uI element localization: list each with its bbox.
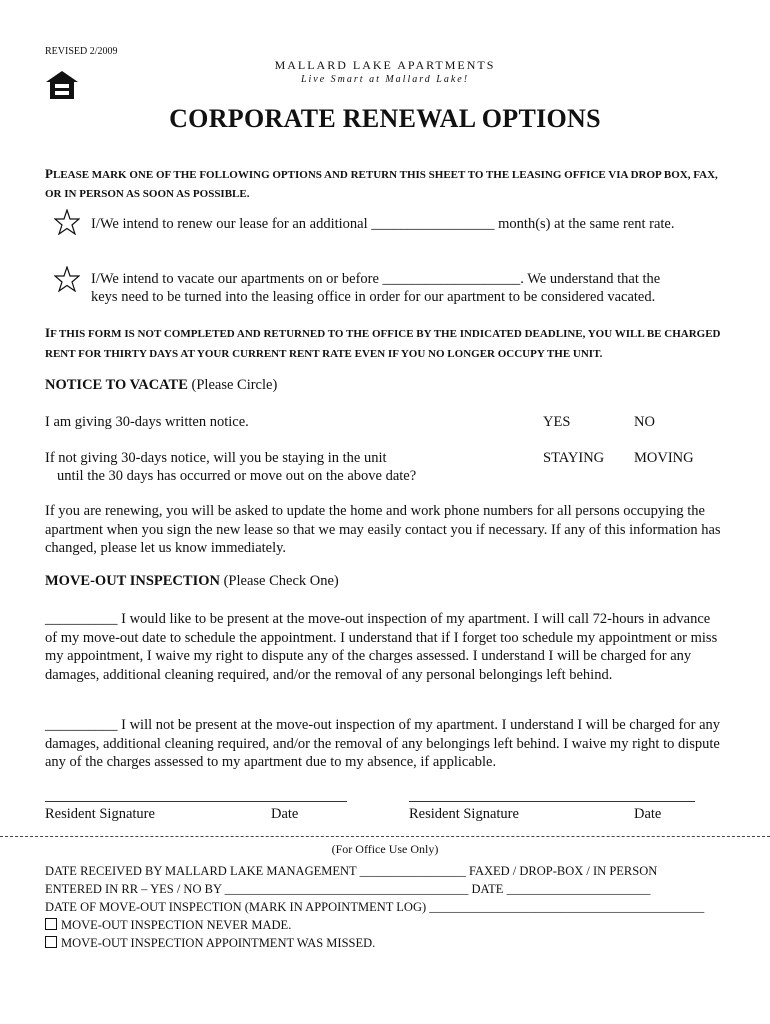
notice-yes-option[interactable]: YES [543,414,571,430]
star-icon[interactable] [54,209,80,235]
instructions-text: LEASE MARK ONE OF THE FOLLOWING OPTIONS AND RETURN THIS SHEET TO THE LEASING OFFICE VIA DROP BOX, FAX, OR IN PERSON AS SOON AS POSSIBLE. [45,169,718,200]
office-date-received: DATE RECEIVED BY MALLARD LAKE MANAGEMENT _________________ FAXED / DROP-BOX / IN PERSON [45,864,658,878]
vacate-option-line1[interactable]: I/We intend to vacate our apartments on or before ___________________. We understand that the [91,271,661,287]
notice-question-2-line2: until the 30 days has occurred or move out on the above date? [57,468,417,484]
date-label-1: Date [271,806,299,822]
warning-body: F THIS FORM IS NOT COMPLETED AND RETURNED TO THE OFFICE BY THE INDICATED DEADLINE, YOU WILL BE CHARGED RENT FOR THIRTY DAYS AT YOUR CURRENT RENT RATE EVEN IF YOU NO LONGER OCCUPY THE UNIT. [45,328,721,360]
moveout-option-present[interactable]: __________ I would like to be present at the move-out inspection of my apartment. I will call 72-hours in advance of my move-out date to schedule the appointment. I understand that if I forget too schedule my appointment or miss my appointment, I waive my right to dispute any of the charges assessed. I understand I will be charged for any damages, additional cleaning required, and/or the removal of any personal belongings left behind. [45,611,718,683]
notice-question-2-line1: If not giving 30-days notice, will you be staying in the unit [45,450,387,466]
checkbox-icon[interactable] [45,918,57,930]
tagline: Live Smart at Mallard Lake! [300,74,470,85]
notice-heading [45,377,277,394]
warning-initial: I [45,325,51,340]
warning-text [45,323,735,364]
office-missed-row [45,936,375,951]
notice-question-1: I am giving 30-days written notice. [45,414,249,430]
office-never-made: MOVE-OUT INSPECTION NEVER MADE. [61,918,292,932]
notice-moving-option[interactable]: MOVING [634,450,694,466]
revision-date: REVISED 2/2009 [45,46,118,57]
resident-signature-label-2: Resident Signature [409,806,519,822]
cut-line-divider [0,836,770,837]
office-inspection-date: DATE OF MOVE-OUT INSPECTION (MARK IN APPOINTMENT LOG) ____________________________________________ [45,900,705,914]
renewing-note: If you are renewing, you will be asked to update the home and work phone numbers for all persons occupying the apartment when you sign the new lease so that we may easily contact you if necessary. If any of this information has changed, please let us know immediately. [45,503,721,556]
date-label-2: Date [634,806,662,822]
vacate-option-line2: keys need to be turned into the leasing office in order for our apartment to be considered vacated. [91,289,656,305]
notice-heading-note: (Please Circle) [187,377,278,393]
notice-no-option[interactable]: NO [634,414,655,430]
star-icon[interactable] [54,266,80,292]
moveout-heading-note: (Please Check One) [219,573,339,589]
page-title: CORPORATE RENEWAL OPTIONS [169,104,601,133]
checkbox-icon[interactable] [45,936,57,948]
office-use-heading: (For Office Use Only) [331,842,439,856]
moveout-heading [45,573,339,590]
instructions [45,164,735,204]
instructions-initial: P [45,166,53,181]
renew-option[interactable]: I/We intend to renew our lease for an additional _________________ month(s) at the same rent rate. [91,216,675,232]
moveout-option-absent[interactable]: __________ I will not be present at the move-out inspection of my apartment. I understand I will be charged for any damages, additional cleaning required, and/or the removal of any belongings left behind. I waive my right to dispute any of the charges assessed to my apartment due to my absence, if applicable. [45,717,721,770]
signature-line-1[interactable] [45,801,347,802]
office-never-made-row [45,918,291,933]
notice-heading-title: NOTICE TO VACATE [45,377,188,393]
org-name: MALLARD LAKE APARTMENTS [274,58,496,72]
office-entered-in-rr: ENTERED IN RR – YES / NO BY _______________________________________ DATE _______________________ [45,882,651,896]
moveout-heading-title: MOVE-OUT INSPECTION [45,573,220,589]
office-missed: MOVE-OUT INSPECTION APPOINTMENT WAS MISSED. [61,936,376,950]
signature-line-2[interactable] [409,801,695,802]
notice-staying-option[interactable]: STAYING [543,450,605,466]
resident-signature-label-1: Resident Signature [45,806,155,822]
